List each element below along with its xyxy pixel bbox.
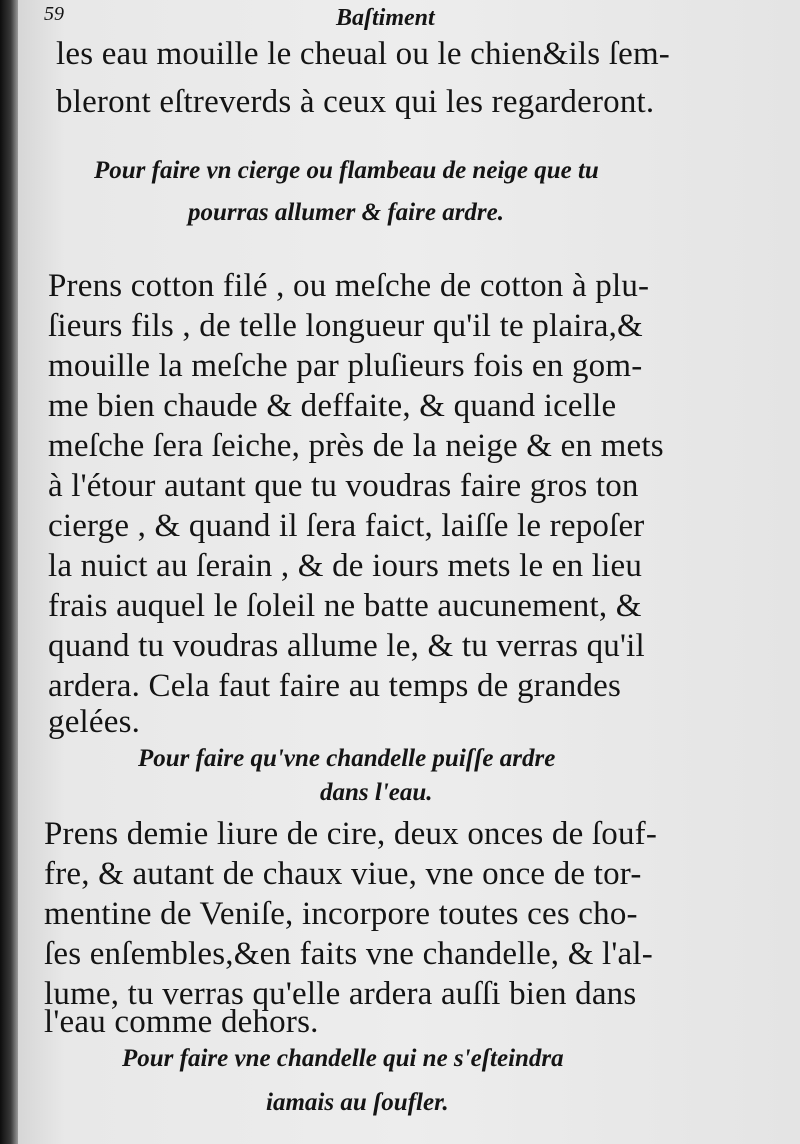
recipe-heading-1-line-2: pourras allumer & faire ardre. — [188, 199, 505, 226]
continued-text-line: les eau mouille le cheual ou le chien&ils ſem- — [56, 36, 670, 72]
recipe-2-text-line: lume, tu verras qu'elle ardera auſſi bien dans — [44, 976, 637, 1012]
recipe-2-text-line: fre, & autant de chaux viue, vne once de tor- — [44, 856, 642, 892]
recipe-1-text-line: Prens cotton filé , ou meſche de cotton à plu- — [48, 268, 650, 304]
recipe-heading-3-line-2: iamais au ſoufler. — [266, 1089, 449, 1116]
continued-text-line: bleront eſtreverds à ceux qui les regarderont. — [56, 84, 655, 120]
recipe-1-text-line: me bien chaude & deffaite, & quand icelle — [48, 388, 617, 424]
recipe-1-text-line: ardera. Cela faut faire au temps de grandes — [48, 668, 621, 704]
recipe-2-text-line: Prens demie liure de cire, deux onces de ſouf- — [44, 816, 658, 852]
recipe-1-text-line: ſieurs fils , de telle longueur qu'il te plaira,& — [48, 308, 643, 344]
book-gutter-shadow — [0, 0, 18, 1144]
recipe-1-text-line: meſche ſera ſeiche, près de la neige & en mets — [48, 428, 664, 464]
recipe-heading-2-line-2: dans l'eau. — [320, 779, 433, 806]
recipe-1-text-line: quand tu voudras allume le, & tu verras qu'il — [48, 628, 645, 664]
recipe-1-text-line: mouille la meſche par pluſieurs fois en gom- — [48, 348, 643, 384]
recipe-1-text-line: gelées. — [48, 704, 141, 740]
recipe-2-text-line: l'eau comme dehors. — [44, 1004, 319, 1040]
page-number: 59 — [44, 3, 64, 25]
recipe-2-text-line: mentine de Veniſe, incorpore toutes ces cho- — [44, 896, 638, 932]
recipe-1-text-line: à l'étour autant que tu voudras faire gros ton — [48, 468, 639, 504]
recipe-heading-3-line-1: Pour faire vne chandelle qui ne s'eſteindra — [122, 1045, 564, 1072]
recipe-1-text-line: frais auquel le ſoleil ne batte aucunement, & — [48, 588, 642, 624]
recipe-1-text-line: cierge , & quand il ſera faict, laiſſe le repoſer — [48, 508, 645, 544]
recipe-2-text-line: ſes enſembles,&en faits vne chandelle, & l'al- — [44, 936, 653, 972]
running-head-title: Baſtiment — [336, 5, 435, 31]
recipe-heading-2-line-1: Pour faire qu'vne chandelle puiſſe ardre — [138, 745, 556, 772]
book-page — [18, 0, 800, 1144]
recipe-1-text-line: la nuict au ſerain , & de iours mets le en lieu — [48, 548, 643, 584]
recipe-heading-1-line-1: Pour faire vn cierge ou flambeau de neige que tu — [94, 157, 599, 184]
